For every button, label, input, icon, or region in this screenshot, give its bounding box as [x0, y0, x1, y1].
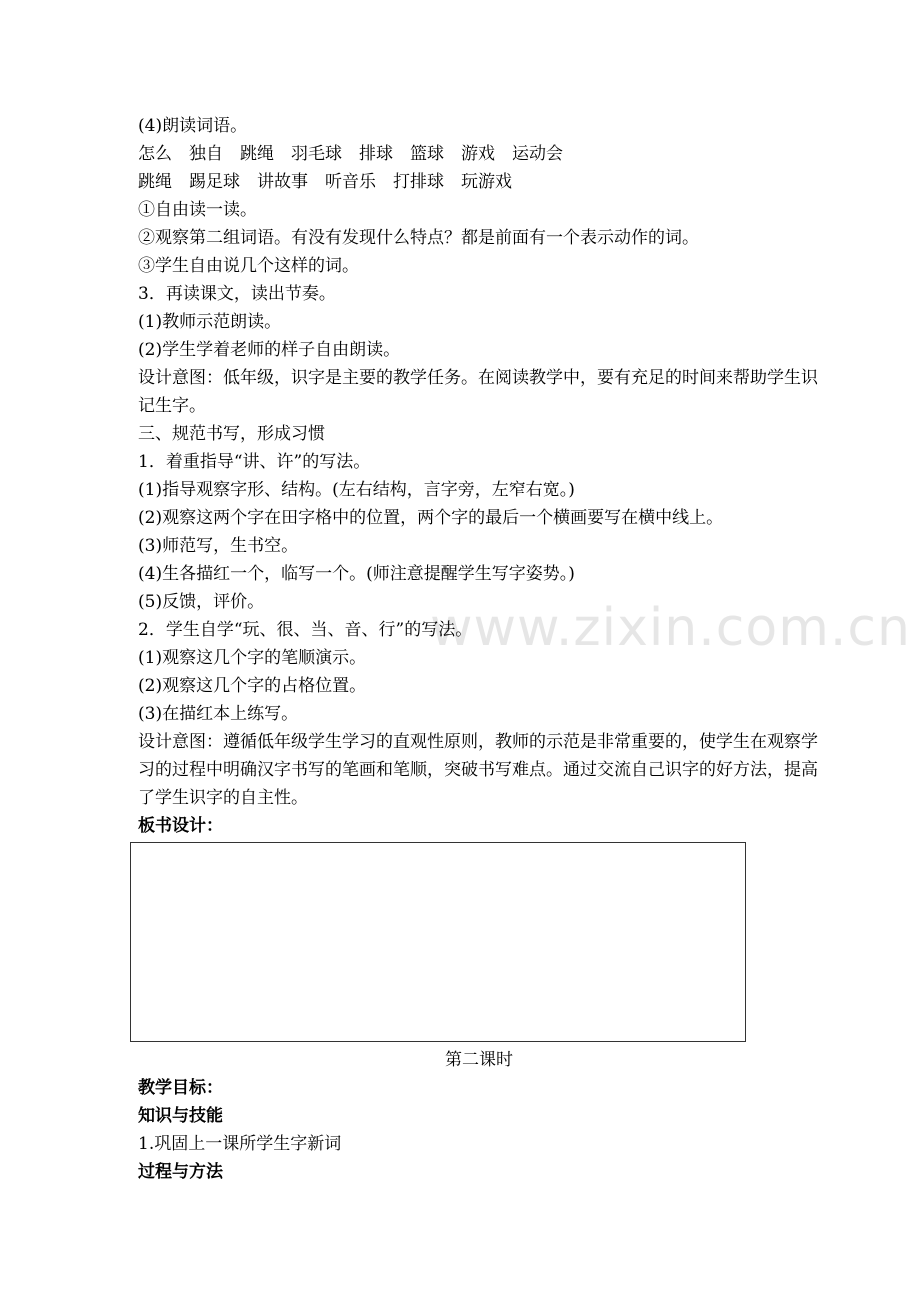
process-methods-heading: 过程与方法: [138, 1162, 223, 1182]
text-line: 1．着重指导“讲、许”的写法。: [138, 452, 371, 472]
text-line: (5)反馈，评价。: [138, 592, 265, 612]
watermark: www.zixin.com.cn: [430, 598, 911, 658]
text-line: (1)教师示范朗读。: [138, 312, 282, 332]
text-line: ③学生自由说几个这样的词。: [138, 256, 359, 276]
knowledge-skills-heading: 知识与技能: [138, 1106, 223, 1126]
text-line: 2．学生自学“玩、很、当、音、行”的写法。: [138, 620, 473, 640]
text-line: (3)在描红本上练写。: [138, 704, 299, 724]
text-line: (1)指导观察字形、结构。(左右结构，言字旁，左窄右宽。): [138, 480, 575, 500]
text-line: 3．再读课文，读出节奏。: [138, 284, 336, 304]
board-design-box: [130, 842, 746, 1042]
text-line: 1.巩固上一课所学生字新词: [138, 1134, 342, 1154]
word-list-2: 跳绳 踢足球 讲故事 听音乐 打排球 玩游戏: [138, 172, 512, 192]
text-line: (3)师范写，生书空。: [138, 536, 299, 556]
text-line: (4)生各描红一个，临写一个。(师注意提醒学生写字姿势。): [138, 564, 575, 584]
document-page: [138, 112, 820, 1186]
teaching-goals-heading: 教学目标：: [138, 1078, 223, 1098]
design-intent-paragraph: 设计意图：低年级，识字是主要的教学任务。在阅读教学中，要有充足的时间来帮助学生识记生字。: [138, 368, 818, 416]
text-line: ①自由读一读。: [138, 200, 257, 220]
word-list-1: 怎么 独自 跳绳 羽毛球 排球 篮球 游戏 运动会: [138, 144, 563, 164]
text-line: (2)学生学着老师的样子自由朗读。: [138, 340, 401, 360]
text-line: (2)观察这几个字的占格位置。: [138, 676, 367, 696]
lesson-title: 第二课时: [445, 1050, 513, 1070]
text-line: (4)朗读词语。: [138, 116, 248, 136]
design-intent-paragraph: 设计意图：遵循低年级学生学习的直观性原则，教师的示范是非常重要的，使学生在观察学习的过程中明确汉字书写的笔画和笔顺，突破书写难点。通过交流自己识字的好方法，提高了学生识字的自主性。: [138, 732, 818, 808]
text-line: (2)观察这两个字在田字格中的位置，两个字的最后一个横画要写在横中线上。: [138, 508, 724, 528]
section-heading: 三、规范书写，形成习惯: [138, 424, 325, 444]
board-design-heading: 板书设计：: [138, 816, 223, 836]
text-line: ②观察第二组词语。有没有发现什么特点？都是前面有一个表示动作的词。: [138, 228, 699, 248]
text-line: (1)观察这几个字的笔顺演示。: [138, 648, 367, 668]
